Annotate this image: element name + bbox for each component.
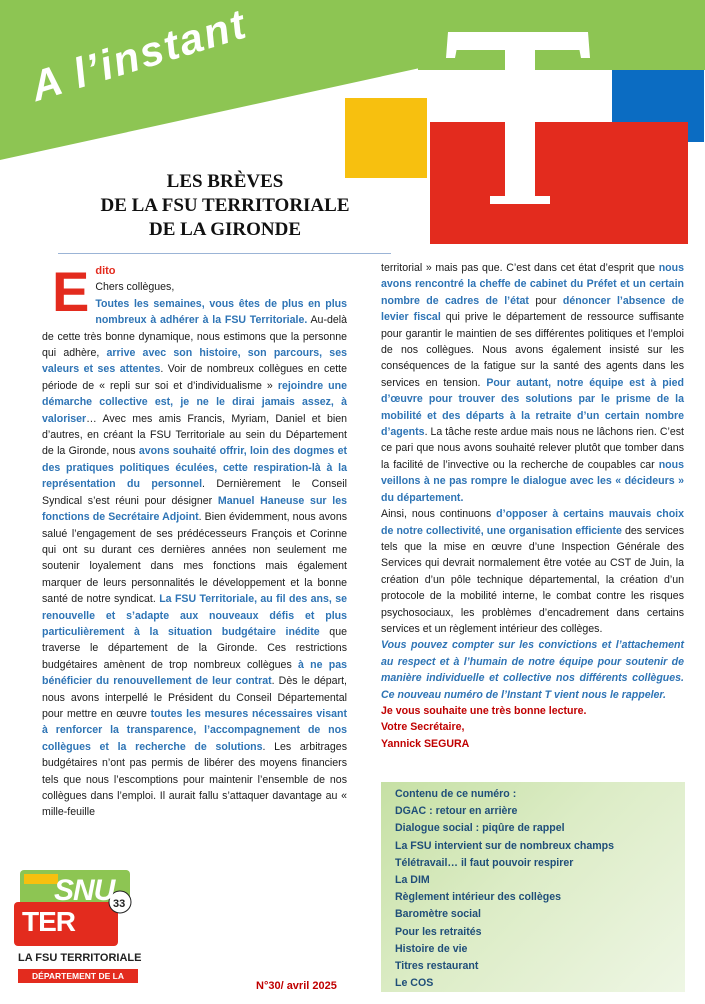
edito-right-body-2: [381, 506, 684, 637]
contents-item: Histoire de vie: [395, 942, 468, 955]
text-segment: dénoncer l’absence de levier fiscal: [381, 294, 684, 324]
edito-heading: dito: [95, 265, 116, 277]
contents-item: Titres restaurant: [395, 960, 479, 973]
table-of-contents: [381, 782, 685, 992]
text-segment: . Dernièrement le Conseil Syndical s’est réuni pour désigner: [42, 478, 347, 507]
text-segment: . La tâche reste ardue mais nous ne lâchons rien. C’est ce pari que nous avons souhaité relever plutôt que tomber dans la facilité de l’invective ou la recherche de coupables car: [381, 426, 684, 471]
edito-left-column: [42, 260, 348, 821]
yellow-square: [345, 98, 427, 178]
text-segment: nous veillons à ne pas rompre le dialogue avec les « décideurs » du département.: [381, 458, 684, 504]
edito-left-body: [42, 298, 347, 819]
contents-item: La DIM: [395, 874, 430, 887]
text-segment: … Avec mes amis Francis, Myriam, Daniel et bien d’autres, en créant la FSU Territoriale au sein du Département de la Gironde, nous: [42, 412, 347, 458]
text-segment: Ainsi, nous continuons: [381, 508, 497, 521]
text-segment: territorial » mais pas que. C’est dans cet état d’esprit que: [381, 262, 659, 274]
edito-wish: Je vous souhaite une très bonne lecture.: [381, 704, 587, 717]
contents-item: Pour les retraités: [395, 925, 482, 938]
text-segment: rejoindre une démarche collective est, je ne le dirai jamais assez, à valoriser: [42, 379, 347, 425]
text-segment: d’opposer à certains mauvais choix de notre collectivité, une organisation efficiente: [381, 508, 684, 537]
text-segment: pour: [528, 294, 563, 307]
text-segment: avons souhaité offrir, loin des dogmes et des pratiques politiques éculées, cette respiration-là à la représentation du personnel: [42, 445, 348, 491]
issue-number: N°30/ avril 2025: [256, 980, 337, 992]
signature-name: Yannick SEGURA: [381, 737, 470, 750]
logo-fsu-text: LA FSU TERRITORIALE: [18, 952, 142, 964]
text-segment: Manuel Haneuse sur les fonctions de Secrétaire Adjoint: [42, 494, 348, 524]
contents-item: DGAC : retour en arrière: [395, 805, 518, 818]
contents-item: Télétravail… il faut pouvoir respirer: [395, 856, 574, 869]
edito-right-body: [381, 260, 684, 506]
text-segment: qui prive le département de ressource suffisante pour garantir le maintien de ses différentes politiques et l’emploi de nos collègues. Nous avons également insisté sur les conséquences de la fatigue sur la santé des agents dans les services en tension.: [381, 311, 685, 389]
contents-item: Le COS: [395, 977, 434, 990]
t-letter-stem: [505, 40, 535, 202]
text-segment: des services tels que la mise en œuvre d’une Inspection Générale des Services qui devrait normalement être votée au CST de Juin, la création d’un pôle technique départemental, la création d’un protocole de la mobilité interne, le combat contre les risques psychosociaux, les problèmes d’encadrement dans certains services et un règlement intérieur des collèges.: [381, 524, 684, 635]
contents-item: Règlement intérieur des collèges: [395, 891, 562, 904]
text-segment: toutes les mesures nécessaires visant à renforcer la transparence, l’accompagnement de nos collègues et la recherche de solutions: [42, 707, 348, 753]
page-title: [60, 170, 390, 242]
text-segment: . Bien évidemment, nous avons salué l’engagement de ses prédécesseurs François et Corinne qui ont su durant ces dernières années non seulement me soutenir loyalement dans mes fonctions mais également marquer de leurs personnalités le développement et la bonne santé de notre syndicat.: [42, 511, 348, 606]
title-divider: [58, 253, 391, 254]
text-segment: que traverse le département de la Gironde. Ces restrictions budgétaires amènent de trop nombreux collègues: [42, 625, 347, 671]
contents-title: Contenu de ce numéro :: [395, 788, 517, 800]
edito-dropcap: E: [52, 260, 90, 323]
contents-list: [395, 803, 671, 992]
logo-snu-text: SNU: [54, 874, 115, 907]
contents-item: La FSU intervient sur de nombreux champs: [395, 839, 614, 852]
text-segment: . Les arbitrages budgétaires n’ont pas permis de libérer des moyens financiers tels que nous l’escomptions pour maintenir l’ensemble de nos collègues dans l’emploi. Il aurait fallu s’attaquer davantage au « mille-feuille: [42, 740, 347, 819]
contents-item: Baromètre social: [395, 908, 481, 921]
text-segment: Toutes les semaines, vous êtes de plus en plus nombreux à adhérer à la FSU Territoriale.: [95, 297, 347, 327]
text-segment: La FSU Territoriale, au fil des ans, se renouvelle et s’adapte aux nouveaux défis et plus particulièrement à la situation budgétaire inédite: [42, 593, 347, 638]
text-segment: nous avons rencontré la cheffe de cabinet du Préfet et un certain nombre de cadres de l’état: [381, 262, 684, 307]
edito-right-column: [381, 260, 684, 752]
title-line-3: DE LA GIRONDE: [148, 219, 302, 240]
logo-number: 33: [113, 898, 126, 910]
text-segment: Pour autant, notre équipe est à pied d’œuvre pour trouver des solutions par le prisme de la mobilité et des départs à la retraite d’un certain nombre d’agents: [381, 376, 684, 439]
text-segment: Au-delà de cette très bonne dynamique, nous estimons que la personne qui adhère,: [42, 314, 348, 360]
edito-greeting: Chers collègues,: [95, 281, 175, 294]
text-segment: arrive avec son histoire, son parcours, ses valeurs et ses attentes: [42, 347, 347, 376]
title-line-2: DE LA FSU TERRITORIALE: [100, 195, 350, 216]
logo-ter-text: TER: [22, 906, 75, 937]
banner-title: A l’instant: [24, 0, 253, 110]
text-segment: . Voir de nombreux collègues en cette période de « repli sur soi et d’individualisme »: [42, 363, 347, 392]
title-line-1: LES BRÈVES: [166, 171, 284, 192]
red-square: [430, 122, 688, 244]
logo-dept-text: DÉPARTEMENT DE LA GIRONDE: [18, 969, 138, 983]
text-segment: . Dès le départ, nous avons interpellé le Président du Conseil Départemental pour mettre en œuvre: [42, 675, 347, 720]
signature-role: Votre Secrétaire,: [381, 721, 465, 734]
text-segment: à ne pas bénéficier du renouvellement de leur contrat: [42, 658, 347, 688]
contents-item: Dialogue social : piqûre de rappel: [395, 822, 565, 835]
edito-closing-quote: Vous pouvez compter sur les convictions et l’attachement au respect et à l’humain de notre équipe pour soutenir de manière individuelle et collective nos différents collègues. Ce nouveau numéro de l’Instant T vient nous le rappeler.: [381, 639, 684, 701]
